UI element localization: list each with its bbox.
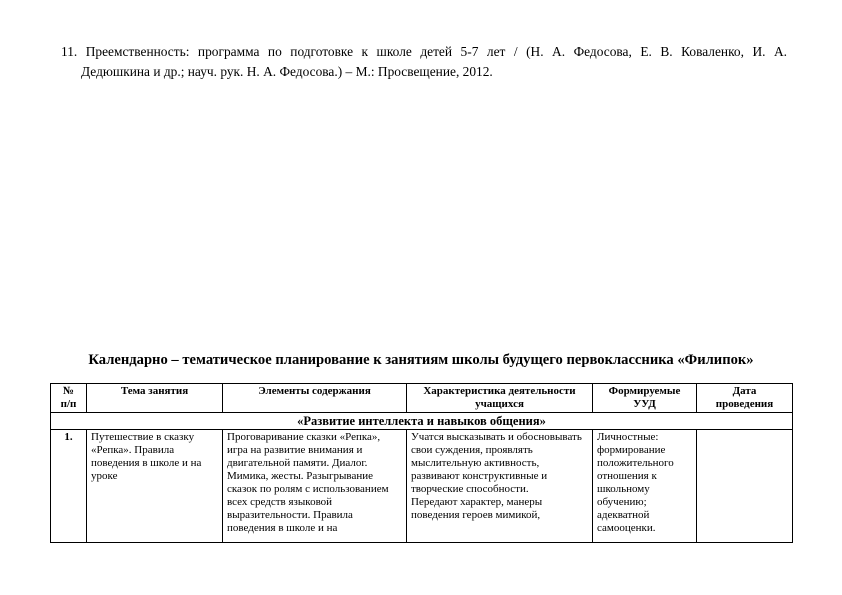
table-row: [51, 430, 793, 543]
header-num-line2: п/п: [60, 398, 77, 410]
reference-line-1: 11. Преемственность: программа по подготовке к школе детей 5-7 лет / (Н. А. Федосова, Е. В. Коваленко, И. А.: [61, 44, 787, 59]
header-num: [51, 384, 87, 413]
row-activity-paragraph-1: Учатся высказывать и обосновывать свои суждения, проявлять мыслительную активность, развивают конструктивные и творческие способности.: [411, 431, 582, 495]
header-uud-line1: Формируемые: [608, 385, 681, 397]
reference-line-2: Дедюшкина и др.; науч. рук. Н. А. Федосова.) – М.: Просвещение, 2012.: [81, 64, 493, 79]
row-topic: Путешествие в сказку «Репка». Правила поведения в школе и на уроке: [87, 430, 223, 543]
table-header-row: [51, 384, 793, 413]
plan-title: Календарно – тематическое планирование к занятиям школы будущего первоклассника «Филипок»: [88, 352, 754, 368]
header-activity-line1: Характеристика деятельности: [423, 385, 576, 397]
header-num-line1: №: [62, 385, 75, 397]
header-date-line1: Дата: [732, 385, 757, 397]
section-title: «Развитие интеллекта и навыков общения»: [51, 413, 793, 430]
header-topic: Тема занятия: [87, 384, 223, 413]
header-activity: [407, 384, 593, 413]
row-date: [697, 430, 793, 543]
row-uud: Личностные: формирование положительного отношения к школьному обучению; адекватной самооценки.: [593, 430, 697, 543]
section-row: [51, 413, 793, 430]
header-activity-line2: учащихся: [475, 398, 524, 410]
row-activity-paragraph-2: Передают характер, манеры поведения героев мимикой,: [411, 496, 543, 521]
row-content: Проговаривание сказки «Репка», игра на развитие внимания и двигательной памяти. Диалог. Мимика, жесты. Разыгрывание сказок по ролям с использованием всех средств языковой выразительности. Правила поведения в школе и на: [223, 430, 407, 543]
reference-entry: [61, 42, 787, 82]
header-date-line2: проведения: [715, 398, 774, 410]
row-activity: [407, 430, 593, 543]
header-uud: [593, 384, 697, 413]
row-num: 1.: [51, 430, 87, 543]
header-date: [697, 384, 793, 413]
header-uud-line2: УУД: [633, 398, 656, 410]
header-content: Элементы содержания: [223, 384, 407, 413]
plan-table: [50, 383, 793, 543]
